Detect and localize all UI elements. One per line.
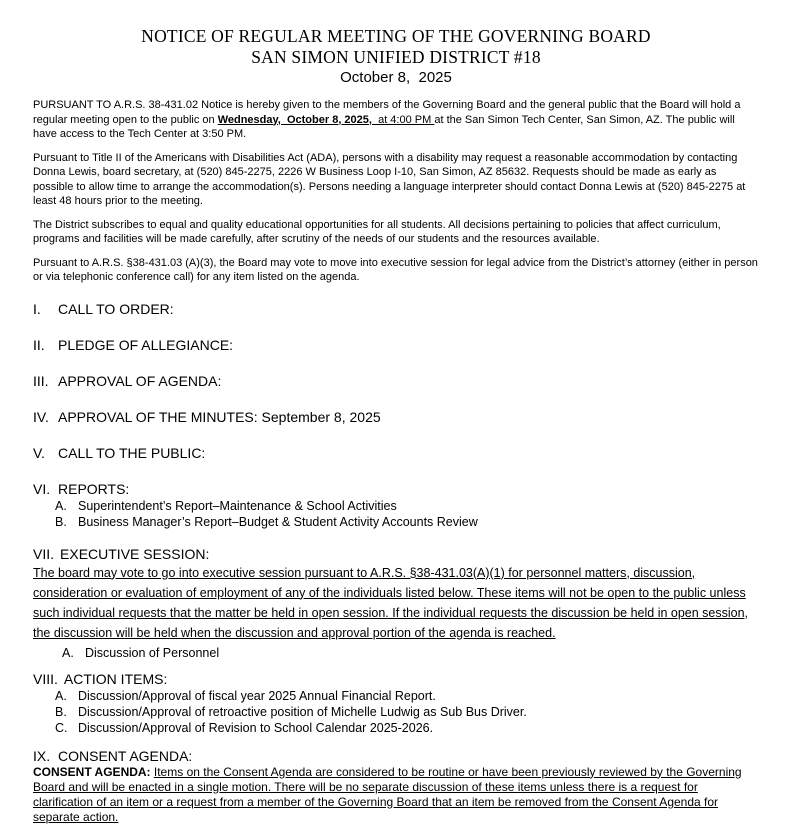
agenda-subitem-discussion-of-personnel xyxy=(33,645,759,661)
section-title: REPORTS: xyxy=(58,480,130,497)
meeting-time-underline: at 4:00 PM xyxy=(371,113,435,126)
section-title: APPROVAL OF AGENDA: xyxy=(58,372,222,389)
agenda-section-call-to-order xyxy=(33,301,759,318)
section-numeral: VII. xyxy=(33,545,55,562)
section-heading xyxy=(33,409,759,426)
agenda-section-call-to-public xyxy=(33,445,759,462)
agenda-subitem-superintendent-report xyxy=(33,498,759,514)
agenda-section-approval-of-minutes xyxy=(33,409,759,426)
subitem-text: Discussion of Personnel xyxy=(85,645,220,660)
meeting-date: October 8, 2025 xyxy=(340,69,452,86)
section-numeral: II. xyxy=(33,336,45,353)
equal-opportunity-paragraph: The District subscribes to equal and quality educational opportunities for all students. All decisions pertaining to policies that affect curriculum, programs and facilities will be made carefully, after scrutiny of the needs of our students and the resources available. xyxy=(33,218,721,245)
section-numeral: VI. xyxy=(33,480,51,497)
subitem-letter: C. xyxy=(55,720,68,735)
subitem-letter: B. xyxy=(55,514,67,529)
document-header xyxy=(33,26,759,87)
section-title: ACTION ITEMS: xyxy=(63,670,168,687)
section-heading xyxy=(33,373,759,390)
section-numeral: V. xyxy=(33,444,45,461)
subitem-text: Discussion/Approval of retroactive position of Michelle Ludwig as Sub Bus Driver. xyxy=(78,704,527,719)
agenda-section-action-items xyxy=(33,671,759,736)
section-title: CONSENT AGENDA: xyxy=(58,747,193,764)
section-heading xyxy=(33,481,759,498)
subitem-text: Business Manager’s Report–Budget & Student Activity Accounts Review xyxy=(78,514,478,529)
subitem-text: Superintendent’s Report–Maintenance & School Activities xyxy=(78,498,397,513)
subitem-letter: A. xyxy=(55,498,67,513)
pursuant-notice-paragraph xyxy=(33,98,759,142)
section-numeral: I. xyxy=(33,300,41,317)
agenda-section-pledge xyxy=(33,337,759,354)
section-heading xyxy=(33,748,759,765)
intro-block xyxy=(33,98,759,285)
subitem-letter: B. xyxy=(55,704,67,719)
notice-text-before: PURSUANT TO A.R.S. 38-431.02 Notice is hereby given to the members of the Governing Board and the general public that the Board will hold a regular meeting open to the public on xyxy=(33,99,744,126)
subitem-letter: A. xyxy=(55,688,67,703)
executive-session-legal-paragraph: Pursuant to A.R.S. §38-431.03 (A)(3), the Board may vote to move into executive session for legal advice from the District’s attorney (either in person or via telephonic conference call) for any item listed on the agenda. xyxy=(33,256,758,283)
meeting-datetime-emphasis: Wednesday, October 8, 2025, xyxy=(217,113,372,126)
subitem-text: Discussion/Approval of Revision to School Calendar 2025-2026. xyxy=(78,720,434,735)
agenda-section-consent-agenda xyxy=(33,748,759,825)
subitem-letter: A. xyxy=(62,645,74,660)
section-numeral: III. xyxy=(33,372,49,389)
agenda-section-executive-session xyxy=(33,546,759,661)
section-heading xyxy=(33,301,759,318)
notice-text-after: at the San Simon Tech Center, San Simon, AZ. The public will have access to the Tech Center at 3:50 PM. xyxy=(33,113,738,140)
executive-session-statement: The board may vote to go into executive session pursuant to A.R.S. §38-431.03(A)(1) for personnel matters, discussion, consideration or evaluation of employment of any of the individuals listed below. These items will not be open to the public unless such individual requests that the matter be held in open session. If the individual requests the discussion be held in open session, the discussion will be held when the discussion and approval portion of the agenda is reached. xyxy=(33,565,749,640)
section-numeral: IV. xyxy=(33,408,49,425)
title-line-1: NOTICE OF REGULAR MEETING OF THE GOVERNING BOARD xyxy=(141,26,651,46)
section-title: PLEDGE OF ALLEGIANCE: xyxy=(58,336,234,353)
section-heading xyxy=(33,337,759,354)
section-numeral: VIII. xyxy=(33,670,58,687)
consent-agenda-paragraph xyxy=(33,765,759,825)
section-title: APPROVAL OF THE MINUTES: September 8, 2025 xyxy=(58,408,381,425)
consent-agenda-label: CONSENT AGENDA: xyxy=(33,764,154,779)
agenda-subitem-business-manager-report xyxy=(33,514,759,530)
agenda-subitem-retroactive-position xyxy=(33,704,759,720)
consent-agenda-statement: Items on the Consent Agenda are considered to be routine or have been previously reviewed by the Governing Board and will be enacted in a single motion. There will be no separate discussion of these items unless there is a request for clarification of an item or a request from a member of the Governing Board that an item be removed from the Consent Agenda for separate action. xyxy=(33,764,742,824)
section-title: CALL TO THE PUBLIC: xyxy=(58,444,206,461)
subitem-text: Discussion/Approval of fiscal year 2025 Annual Financial Report. xyxy=(78,688,436,703)
agenda-section-approval-of-agenda xyxy=(33,373,759,390)
section-heading xyxy=(33,546,759,563)
section-title: EXECUTIVE SESSION: xyxy=(60,545,210,562)
title-line-2: SAN SIMON UNIFIED DISTRICT #18 xyxy=(251,47,541,67)
section-heading xyxy=(33,445,759,462)
section-numeral: IX. xyxy=(33,747,51,764)
agenda-subitem-financial-report xyxy=(33,688,759,704)
section-title: CALL TO ORDER: xyxy=(58,300,174,317)
agenda-section-reports xyxy=(33,481,759,530)
ada-accommodation-paragraph: Pursuant to Title II of the Americans with Disabilities Act (ADA), persons with a disability may request a reasonable accommodation by contacting Donna Lewis, board secretary, at (520) 845-2275, 2226 W Business Loop I-10, San Simon, AZ 85632. Requests should be made as early as possible to allow time to arrange the accommodation(s). Persons needing a language interpreter should contact Donna Lewis at (520) 845-2275 at least 48 hours prior to the meeting. xyxy=(33,151,746,207)
section-heading xyxy=(33,671,759,688)
agenda-subitem-school-calendar-revision xyxy=(33,720,759,736)
